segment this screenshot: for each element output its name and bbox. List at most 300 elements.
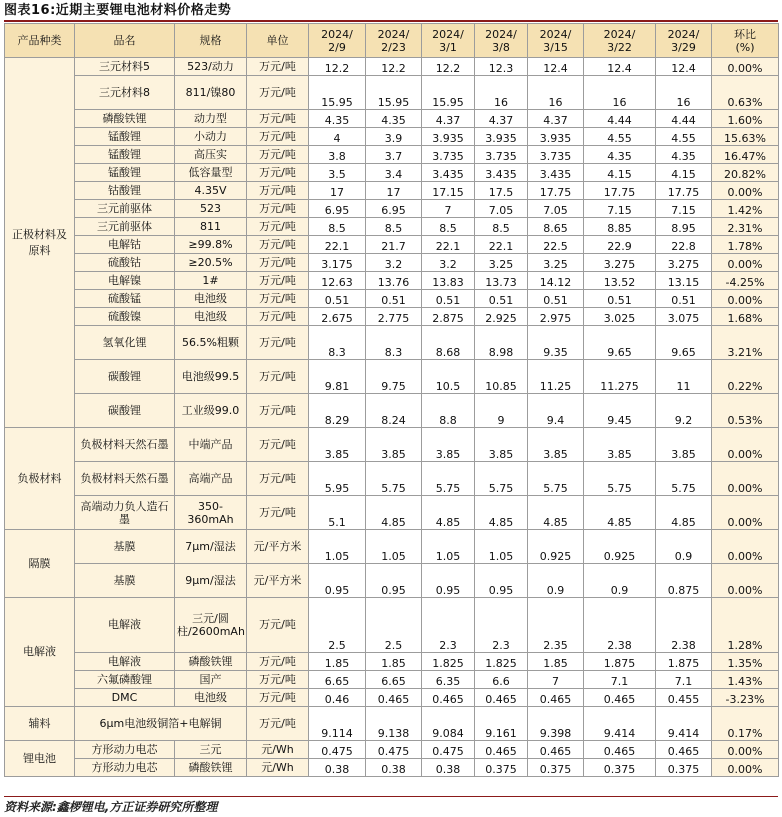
product-name: 硫酸镍 (75, 308, 175, 326)
price-value: 3.25 (475, 254, 528, 272)
price-value: 2.675 (309, 308, 366, 326)
price-value: 3.9 (366, 128, 422, 146)
price-value: 5.75 (366, 462, 422, 496)
change-percent: 0.00% (712, 182, 779, 200)
price-value: 14.12 (528, 272, 584, 290)
product-name: 硫酸锰 (75, 290, 175, 308)
product-unit: 万元/吨 (247, 200, 309, 218)
price-value: 17.75 (528, 182, 584, 200)
price-value: 11.275 (584, 360, 656, 394)
price-value: 0.925 (528, 530, 584, 564)
product-unit: 万元/吨 (247, 598, 309, 653)
price-value: 3.935 (422, 128, 475, 146)
price-value: 0.51 (475, 290, 528, 308)
change-percent: 15.63% (712, 128, 779, 146)
price-value: 9.65 (584, 326, 656, 360)
price-value: 7 (528, 671, 584, 689)
price-value: 1.85 (366, 653, 422, 671)
price-value: 0.9 (584, 564, 656, 598)
price-value: 8.29 (309, 394, 366, 428)
price-value: 3.8 (309, 146, 366, 164)
price-value: 4.15 (584, 164, 656, 182)
price-value: 2.3 (422, 598, 475, 653)
change-percent: 0.00% (712, 254, 779, 272)
column-header: 2024/ 3/29 (656, 24, 712, 58)
price-value: 7.15 (584, 200, 656, 218)
product-spec: ≥20.5% (175, 254, 247, 272)
source-rule (4, 796, 778, 797)
price-value: 9.65 (656, 326, 712, 360)
price-value: 4.37 (422, 110, 475, 128)
price-value: 0.465 (584, 741, 656, 759)
price-value: 3.85 (309, 428, 366, 462)
change-percent: -4.25% (712, 272, 779, 290)
product-name: 基膜 (75, 564, 175, 598)
product-spec: 低容量型 (175, 164, 247, 182)
product-name: 三元材料5 (75, 58, 175, 76)
product-unit: 万元/吨 (247, 496, 309, 530)
product-unit: 万元/吨 (247, 462, 309, 496)
price-value: 5.1 (309, 496, 366, 530)
price-value: 8.3 (309, 326, 366, 360)
product-name: 负极材料天然石墨 (75, 462, 175, 496)
price-value: 0.38 (366, 759, 422, 777)
table-row (5, 110, 779, 128)
table-row (5, 360, 779, 394)
product-unit: 万元/吨 (247, 360, 309, 394)
price-value: 7 (422, 200, 475, 218)
price-value: 2.875 (422, 308, 475, 326)
product-name: 三元前驱体 (75, 218, 175, 236)
price-value: 3.935 (528, 128, 584, 146)
price-value: 15.95 (422, 76, 475, 110)
price-value: 0.465 (475, 689, 528, 707)
price-value: 4.55 (656, 128, 712, 146)
change-percent: 1.35% (712, 653, 779, 671)
price-value: 0.95 (309, 564, 366, 598)
price-value: 0.925 (584, 530, 656, 564)
change-percent: 1.28% (712, 598, 779, 653)
price-value: 0.475 (422, 741, 475, 759)
price-value: 22.5 (528, 236, 584, 254)
price-value: 13.15 (656, 272, 712, 290)
change-percent: 0.63% (712, 76, 779, 110)
price-value: 7.1 (584, 671, 656, 689)
table-row (5, 218, 779, 236)
table-row (5, 326, 779, 360)
price-value: 0.38 (422, 759, 475, 777)
price-value: 5.75 (656, 462, 712, 496)
price-value: 0.875 (656, 564, 712, 598)
category-cell: 辅料 (5, 707, 75, 741)
product-unit: 万元/吨 (247, 164, 309, 182)
price-value: 5.75 (528, 462, 584, 496)
product-name: 方形动力电芯 (75, 759, 175, 777)
price-value: 0.465 (422, 689, 475, 707)
table-row (5, 146, 779, 164)
price-value: 0.465 (528, 689, 584, 707)
price-value: 8.5 (366, 218, 422, 236)
price-value: 9.084 (422, 707, 475, 741)
price-value: 3.935 (475, 128, 528, 146)
price-value: 2.975 (528, 308, 584, 326)
product-unit: 万元/吨 (247, 76, 309, 110)
price-value: 1.825 (422, 653, 475, 671)
price-value: 3.5 (309, 164, 366, 182)
product-spec: 电池级99.5 (175, 360, 247, 394)
change-percent: 0.17% (712, 707, 779, 741)
product-unit: 元/平方米 (247, 564, 309, 598)
price-value: 12.4 (584, 58, 656, 76)
price-value: 0.375 (475, 759, 528, 777)
price-value: 22.1 (422, 236, 475, 254)
product-spec: 电池级 (175, 689, 247, 707)
product-spec: 高端产品 (175, 462, 247, 496)
table-row (5, 182, 779, 200)
price-value: 1.875 (584, 653, 656, 671)
change-percent: -3.23% (712, 689, 779, 707)
change-percent: 16.47% (712, 146, 779, 164)
table-row (5, 530, 779, 564)
price-value: 4.55 (584, 128, 656, 146)
product-name: 电解镍 (75, 272, 175, 290)
column-header: 2024/ 2/9 (309, 24, 366, 58)
category-cell: 隔膜 (5, 530, 75, 598)
change-percent: 1.43% (712, 671, 779, 689)
price-value: 3.85 (475, 428, 528, 462)
price-value: 12.4 (528, 58, 584, 76)
product-name: 基膜 (75, 530, 175, 564)
price-value: 1.875 (656, 653, 712, 671)
price-value: 11 (656, 360, 712, 394)
price-value: 4 (309, 128, 366, 146)
price-value: 3.025 (584, 308, 656, 326)
price-value: 12.2 (309, 58, 366, 76)
price-value: 22.1 (475, 236, 528, 254)
price-value: 3.85 (656, 428, 712, 462)
header-row (5, 24, 779, 58)
product-spec: 三元 (175, 741, 247, 759)
price-value: 0.95 (422, 564, 475, 598)
product-name: 电解钴 (75, 236, 175, 254)
product-unit: 万元/吨 (247, 272, 309, 290)
product-unit: 万元/吨 (247, 394, 309, 428)
product-unit: 万元/吨 (247, 58, 309, 76)
column-header: 2024/ 3/22 (584, 24, 656, 58)
table-row (5, 428, 779, 462)
product-name: 6μm电池级铜箔+电解铜 (75, 707, 247, 741)
price-value: 22.8 (656, 236, 712, 254)
product-unit: 元/Wh (247, 759, 309, 777)
price-value: 16 (528, 76, 584, 110)
column-header: 品名 (75, 24, 175, 58)
table-row (5, 671, 779, 689)
change-percent: 0.00% (712, 530, 779, 564)
price-value: 1.85 (309, 653, 366, 671)
table-row (5, 58, 779, 76)
price-value: 6.65 (366, 671, 422, 689)
price-value: 9.2 (656, 394, 712, 428)
price-value: 0.9 (656, 530, 712, 564)
price-value: 2.38 (584, 598, 656, 653)
change-percent: 0.00% (712, 462, 779, 496)
change-percent: 3.21% (712, 326, 779, 360)
product-spec: 9μm/湿法 (175, 564, 247, 598)
price-value: 6.95 (309, 200, 366, 218)
price-value: 9.114 (309, 707, 366, 741)
price-value: 9.161 (475, 707, 528, 741)
product-spec: 350-360mAh (175, 496, 247, 530)
price-value: 8.98 (475, 326, 528, 360)
change-percent: 1.68% (712, 308, 779, 326)
price-value: 4.44 (584, 110, 656, 128)
price-value: 8.95 (656, 218, 712, 236)
price-value: 4.15 (656, 164, 712, 182)
product-spec: 电池级 (175, 308, 247, 326)
price-value: 22.9 (584, 236, 656, 254)
product-name: 三元前驱体 (75, 200, 175, 218)
change-percent: 0.22% (712, 360, 779, 394)
price-value: 12.63 (309, 272, 366, 290)
price-value: 11.25 (528, 360, 584, 394)
product-unit: 万元/吨 (247, 308, 309, 326)
change-percent: 0.00% (712, 290, 779, 308)
price-value: 1.85 (528, 653, 584, 671)
table-row (5, 394, 779, 428)
table-row (5, 496, 779, 530)
price-value: 4.35 (656, 146, 712, 164)
product-spec: 523 (175, 200, 247, 218)
price-value: 9.414 (584, 707, 656, 741)
price-value: 3.435 (422, 164, 475, 182)
price-value: 5.75 (475, 462, 528, 496)
product-name: 电解液 (75, 598, 175, 653)
price-value: 4.37 (475, 110, 528, 128)
price-value: 8.68 (422, 326, 475, 360)
price-value: 4.44 (656, 110, 712, 128)
title-rule (4, 20, 778, 22)
product-unit: 万元/吨 (247, 689, 309, 707)
product-unit: 万元/吨 (247, 428, 309, 462)
product-name: 钴酸锂 (75, 182, 175, 200)
price-value: 1.825 (475, 653, 528, 671)
change-percent: 0.00% (712, 564, 779, 598)
price-value: 9 (475, 394, 528, 428)
price-value: 0.465 (528, 741, 584, 759)
price-value: 16 (584, 76, 656, 110)
category-cell: 正极材料及原料 (5, 58, 75, 428)
product-spec: 小动力 (175, 128, 247, 146)
price-value: 0.455 (656, 689, 712, 707)
price-value: 10.5 (422, 360, 475, 394)
product-name: 方形动力电芯 (75, 741, 175, 759)
product-unit: 万元/吨 (247, 218, 309, 236)
product-unit: 万元/吨 (247, 110, 309, 128)
price-value: 0.46 (309, 689, 366, 707)
price-value: 0.465 (475, 741, 528, 759)
category-cell: 锂电池 (5, 741, 75, 777)
price-value: 3.275 (584, 254, 656, 272)
column-header: 单位 (247, 24, 309, 58)
price-value: 0.465 (656, 741, 712, 759)
product-spec: 523/动力 (175, 58, 247, 76)
price-value: 5.75 (584, 462, 656, 496)
column-header: 规格 (175, 24, 247, 58)
price-value: 7.1 (656, 671, 712, 689)
price-value: 3.735 (475, 146, 528, 164)
price-value: 22.1 (309, 236, 366, 254)
change-percent: 0.00% (712, 496, 779, 530)
category-cell: 负极材料 (5, 428, 75, 530)
price-value: 5.75 (422, 462, 475, 496)
table-row (5, 564, 779, 598)
price-value: 3.435 (528, 164, 584, 182)
price-value: 3.735 (422, 146, 475, 164)
product-unit: 万元/吨 (247, 182, 309, 200)
price-value: 7.05 (528, 200, 584, 218)
price-value: 15.95 (309, 76, 366, 110)
product-unit: 万元/吨 (247, 290, 309, 308)
change-percent: 0.00% (712, 741, 779, 759)
price-value: 4.85 (422, 496, 475, 530)
price-value: 5.95 (309, 462, 366, 496)
price-value: 17.15 (422, 182, 475, 200)
product-spec: 中端产品 (175, 428, 247, 462)
price-value: 13.52 (584, 272, 656, 290)
table-row (5, 598, 779, 653)
price-value: 8.3 (366, 326, 422, 360)
product-spec: ≥99.8% (175, 236, 247, 254)
price-value: 2.5 (366, 598, 422, 653)
product-name: 锰酸锂 (75, 128, 175, 146)
product-unit: 万元/吨 (247, 707, 309, 741)
price-value: 4.37 (528, 110, 584, 128)
price-value: 3.175 (309, 254, 366, 272)
price-value: 9.4 (528, 394, 584, 428)
price-value: 16 (475, 76, 528, 110)
price-value: 3.2 (366, 254, 422, 272)
price-value: 2.925 (475, 308, 528, 326)
column-header: 2024/ 3/8 (475, 24, 528, 58)
change-percent: 20.82% (712, 164, 779, 182)
price-value: 1.05 (309, 530, 366, 564)
column-header: 2024/ 3/15 (528, 24, 584, 58)
table-row (5, 272, 779, 290)
price-value: 3.7 (366, 146, 422, 164)
price-value: 16 (656, 76, 712, 110)
price-value: 13.83 (422, 272, 475, 290)
price-table (4, 23, 779, 777)
product-spec: 国产 (175, 671, 247, 689)
product-spec: 磷酸铁锂 (175, 653, 247, 671)
price-value: 6.65 (309, 671, 366, 689)
price-value: 9.414 (656, 707, 712, 741)
product-spec: 电池级 (175, 290, 247, 308)
change-percent: 0.00% (712, 58, 779, 76)
price-value: 0.95 (475, 564, 528, 598)
price-value: 8.8 (422, 394, 475, 428)
product-spec: 高压实 (175, 146, 247, 164)
price-value: 8.5 (475, 218, 528, 236)
product-unit: 万元/吨 (247, 254, 309, 272)
price-value: 13.76 (366, 272, 422, 290)
price-value: 8.65 (528, 218, 584, 236)
price-value: 3.85 (528, 428, 584, 462)
product-spec: 动力型 (175, 110, 247, 128)
price-value: 4.35 (309, 110, 366, 128)
price-value: 17.5 (475, 182, 528, 200)
table-row (5, 689, 779, 707)
price-value: 0.375 (528, 759, 584, 777)
price-value: 9.35 (528, 326, 584, 360)
price-value: 8.85 (584, 218, 656, 236)
price-value: 17 (309, 182, 366, 200)
price-value: 0.51 (528, 290, 584, 308)
price-value: 9.398 (528, 707, 584, 741)
product-name: 电解液 (75, 653, 175, 671)
price-value: 0.95 (366, 564, 422, 598)
product-name: 硫酸钴 (75, 254, 175, 272)
price-value: 12.2 (366, 58, 422, 76)
price-value: 2.35 (528, 598, 584, 653)
change-percent: 0.00% (712, 759, 779, 777)
price-value: 4.35 (584, 146, 656, 164)
product-spec: 1# (175, 272, 247, 290)
product-spec: 4.35V (175, 182, 247, 200)
price-value: 3.85 (584, 428, 656, 462)
product-name: 碳酸锂 (75, 360, 175, 394)
price-value: 0.51 (584, 290, 656, 308)
product-spec: 磷酸铁锂 (175, 759, 247, 777)
price-value: 6.35 (422, 671, 475, 689)
price-value: 7.15 (656, 200, 712, 218)
price-value: 4.85 (584, 496, 656, 530)
price-value: 2.5 (309, 598, 366, 653)
price-value: 9.45 (584, 394, 656, 428)
price-value: 1.05 (366, 530, 422, 564)
change-percent: 1.78% (712, 236, 779, 254)
table-row (5, 308, 779, 326)
product-spec: 811/镍80 (175, 76, 247, 110)
table-row (5, 462, 779, 496)
price-value: 12.3 (475, 58, 528, 76)
column-header: 2024/ 2/23 (366, 24, 422, 58)
price-value: 2.3 (475, 598, 528, 653)
price-value: 7.05 (475, 200, 528, 218)
price-value: 12.4 (656, 58, 712, 76)
price-value: 0.51 (422, 290, 475, 308)
product-name: 锰酸锂 (75, 164, 175, 182)
price-value: 3.275 (656, 254, 712, 272)
price-value: 0.38 (309, 759, 366, 777)
product-spec: 工业级99.0 (175, 394, 247, 428)
product-unit: 元/Wh (247, 741, 309, 759)
product-name: 氢氧化锂 (75, 326, 175, 360)
table-row (5, 200, 779, 218)
price-value: 2.38 (656, 598, 712, 653)
change-percent: 1.42% (712, 200, 779, 218)
table-row (5, 236, 779, 254)
product-name: 碳酸锂 (75, 394, 175, 428)
price-value: 0.475 (366, 741, 422, 759)
product-unit: 万元/吨 (247, 236, 309, 254)
price-value: 17.75 (656, 182, 712, 200)
column-header: 2024/ 3/1 (422, 24, 475, 58)
table-row (5, 254, 779, 272)
product-unit: 万元/吨 (247, 653, 309, 671)
product-spec: 三元/圆柱/2600mAh (175, 598, 247, 653)
price-value: 10.85 (475, 360, 528, 394)
